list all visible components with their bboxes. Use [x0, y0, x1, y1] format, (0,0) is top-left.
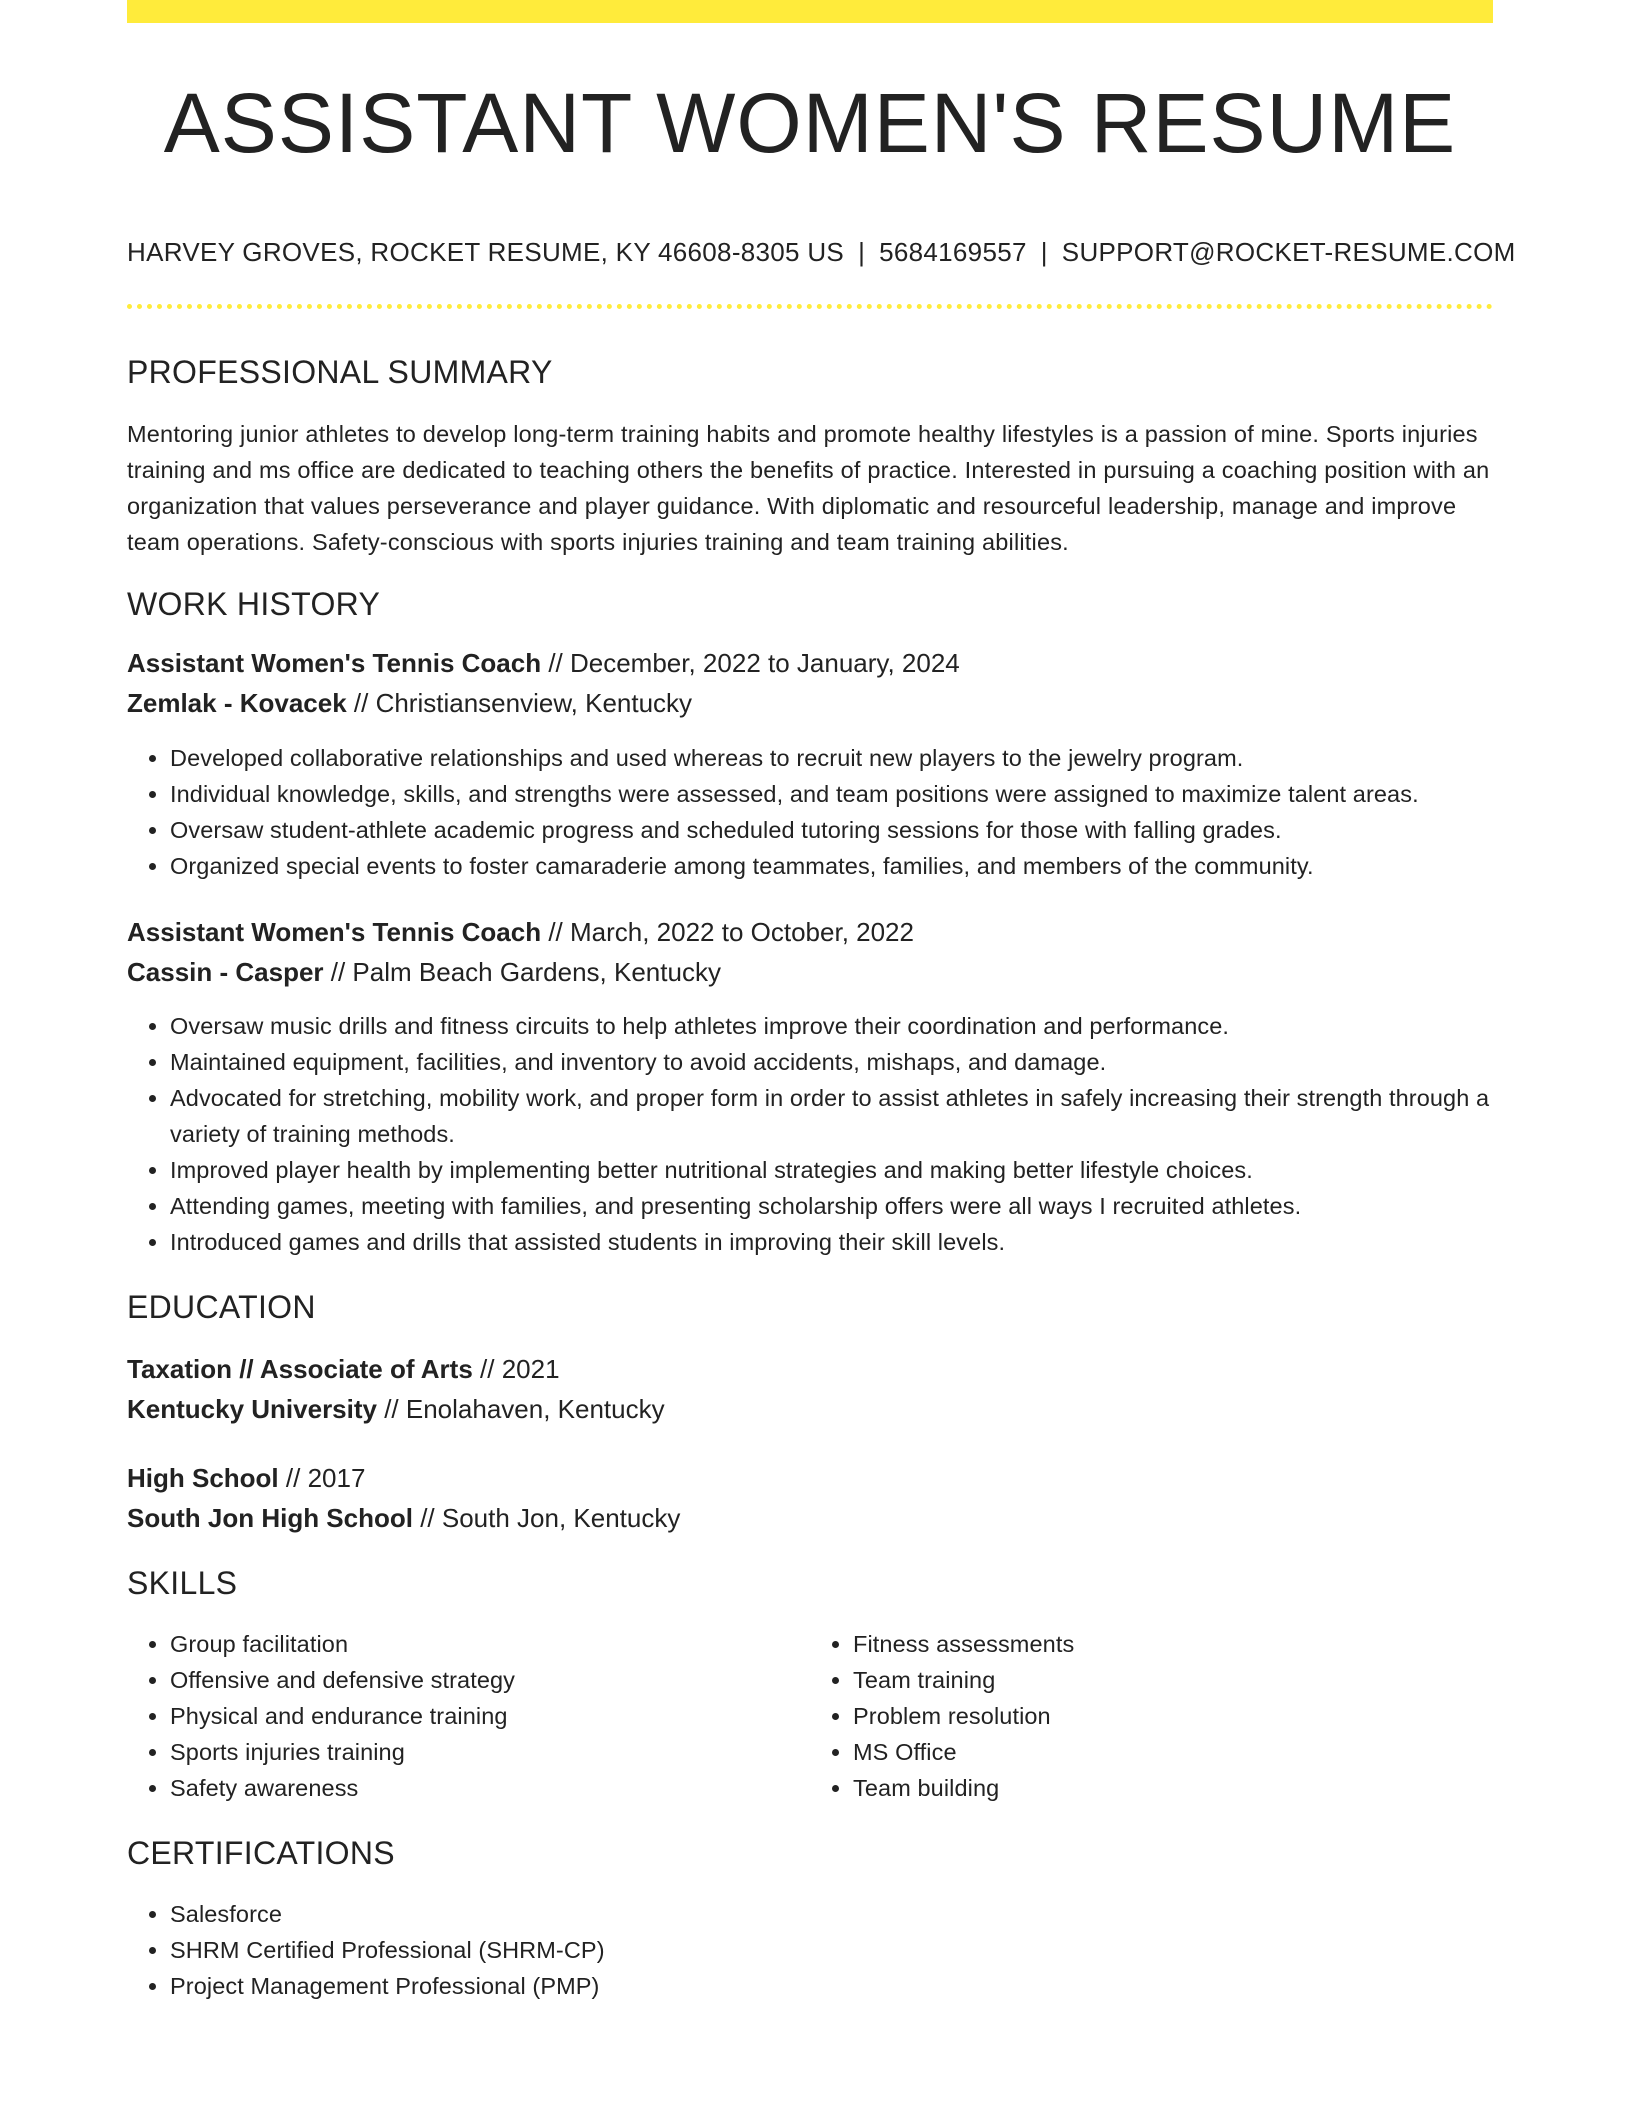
job-bullet: • Developed collaborative relationships and used whereas to recruit new players to the jewelry program.	[170, 740, 1493, 776]
skill-item: • Offensive and defensive strategy	[170, 1662, 810, 1698]
education-degree-line	[127, 1458, 1493, 1498]
job-role: Assistant Women's Tennis Coach	[127, 917, 542, 947]
job-role: Assistant Women's Tennis Coach	[127, 648, 542, 678]
section-title-education: EDUCATION	[127, 1289, 316, 1325]
education-year: // 2017	[278, 1463, 366, 1493]
job-company-line	[127, 952, 1493, 992]
skill-item: • Team training	[853, 1662, 1493, 1698]
job-bullet: • Organized special events to foster camaraderie among teammates, families, and members of the community.	[170, 848, 1493, 884]
education-entry	[127, 1458, 1493, 1538]
skill-item: • MS Office	[853, 1734, 1493, 1770]
contact-separator: |	[858, 237, 866, 267]
job-company-line	[127, 683, 1493, 723]
education-year: // 2021	[472, 1354, 560, 1384]
certifications-section	[127, 1837, 1493, 1869]
skills-column-left	[127, 1626, 810, 1806]
job-bullet: • Improved player health by implementing better nutritional strategies and making better lifestyle choices.	[170, 1152, 1493, 1188]
resume-title: ASSISTANT WOMEN'S RESUME	[163, 76, 1457, 170]
education-location: // South Jon, Kentucky	[412, 1503, 681, 1533]
job-bullet: • Oversaw student-athlete academic progress and scheduled tutoring sessions for those with falling grades.	[170, 812, 1493, 848]
job-location: // Christiansenview, Kentucky	[346, 688, 693, 718]
contact-separator: |	[1040, 237, 1048, 267]
summary-text: Mentoring junior athletes to develop long-term training habits and promote healthy lifestyles is a passion of mine. Sports injuries training and ms office are dedicated to teaching others the benefits of practice. Interested in pursuing a coaching position with an organization that values perseverance and player guidance. With diplomatic and resourceful leadership, manage and improve team operations. Safety-conscious with sports injuries training and team training abilities.	[127, 421, 1490, 555]
section-title-skills: SKILLS	[127, 1565, 238, 1601]
education-degree: High School	[127, 1463, 279, 1493]
certification-item: • Salesforce	[170, 1896, 1493, 1932]
job-dates: // December, 2022 to January, 2024	[541, 648, 960, 678]
certifications-list	[127, 1896, 1493, 2004]
summary-section	[127, 356, 1493, 560]
skills-column-right	[810, 1626, 1493, 1806]
skill-item: • Physical and endurance training	[170, 1698, 810, 1734]
contact-address: HARVEY GROVES, ROCKET RESUME, KY 46608-8305 US	[127, 237, 845, 267]
education-degree-line	[127, 1349, 1493, 1389]
job-bullet: • Attending games, meeting with families, and presenting scholarship offers were all ways I recruited athletes.	[170, 1188, 1493, 1224]
skill-item: • Group facilitation	[170, 1626, 810, 1662]
certification-item: • SHRM Certified Professional (SHRM-CP)	[170, 1932, 1493, 1968]
job-company: Cassin - Casper	[127, 957, 324, 987]
job-company: Zemlak - Kovacek	[127, 688, 347, 718]
contact-phone: 5684169557	[879, 237, 1027, 267]
education-section	[127, 1291, 1493, 1323]
education-school-line	[127, 1498, 1493, 1538]
job-entry	[127, 912, 1493, 992]
work-history-section	[127, 588, 1493, 620]
job-bullets	[127, 740, 1493, 884]
skills-list	[127, 1626, 1493, 1806]
education-school: South Jon High School	[127, 1503, 413, 1533]
job-bullet: • Introduced games and drills that assisted students in improving their skill levels.	[170, 1224, 1493, 1260]
education-location: // Enolahaven, Kentucky	[376, 1394, 665, 1424]
section-title-work-history: WORK HISTORY	[127, 586, 381, 622]
skill-item: • Safety awareness	[170, 1770, 810, 1806]
education-school: Kentucky University	[127, 1394, 377, 1424]
job-bullet: • Advocated for stretching, mobility work, and proper form in order to assist athletes in safely increasing their strength through a variety of training methods.	[170, 1080, 1493, 1152]
skill-item: • Team building	[853, 1770, 1493, 1806]
dotted-divider	[127, 304, 1493, 309]
contact-email: SUPPORT@ROCKET-RESUME.COM	[1061, 237, 1516, 267]
skill-item: • Fitness assessments	[853, 1626, 1493, 1662]
education-degree: Taxation // Associate of Arts	[127, 1354, 473, 1384]
section-title-certifications: CERTIFICATIONS	[127, 1835, 395, 1871]
job-location: // Palm Beach Gardens, Kentucky	[323, 957, 721, 987]
section-title-summary: PROFESSIONAL SUMMARY	[127, 354, 553, 390]
job-title-line	[127, 643, 1493, 683]
job-entry	[127, 643, 1493, 723]
accent-top-bar	[127, 0, 1493, 23]
job-title-line	[127, 912, 1493, 952]
job-dates: // March, 2022 to October, 2022	[541, 917, 914, 947]
certification-item: • Project Management Professional (PMP)	[170, 1968, 1493, 2004]
resume-page	[127, 0, 1516, 1999]
job-bullet: • Maintained equipment, facilities, and inventory to avoid accidents, mishaps, and damage.	[170, 1044, 1493, 1080]
skill-item: • Problem resolution	[853, 1698, 1493, 1734]
education-school-line	[127, 1389, 1493, 1429]
education-entry	[127, 1349, 1493, 1429]
skills-section	[127, 1567, 1493, 1599]
skill-item: • Sports injuries training	[170, 1734, 810, 1770]
job-bullet: • Oversaw music drills and fitness circuits to help athletes improve their coordination and performance.	[170, 1008, 1493, 1044]
job-bullet: • Individual knowledge, skills, and strengths were assessed, and team positions were assigned to maximize talent areas.	[170, 776, 1493, 812]
contact-line	[127, 237, 1516, 267]
job-bullets	[127, 1008, 1493, 1260]
